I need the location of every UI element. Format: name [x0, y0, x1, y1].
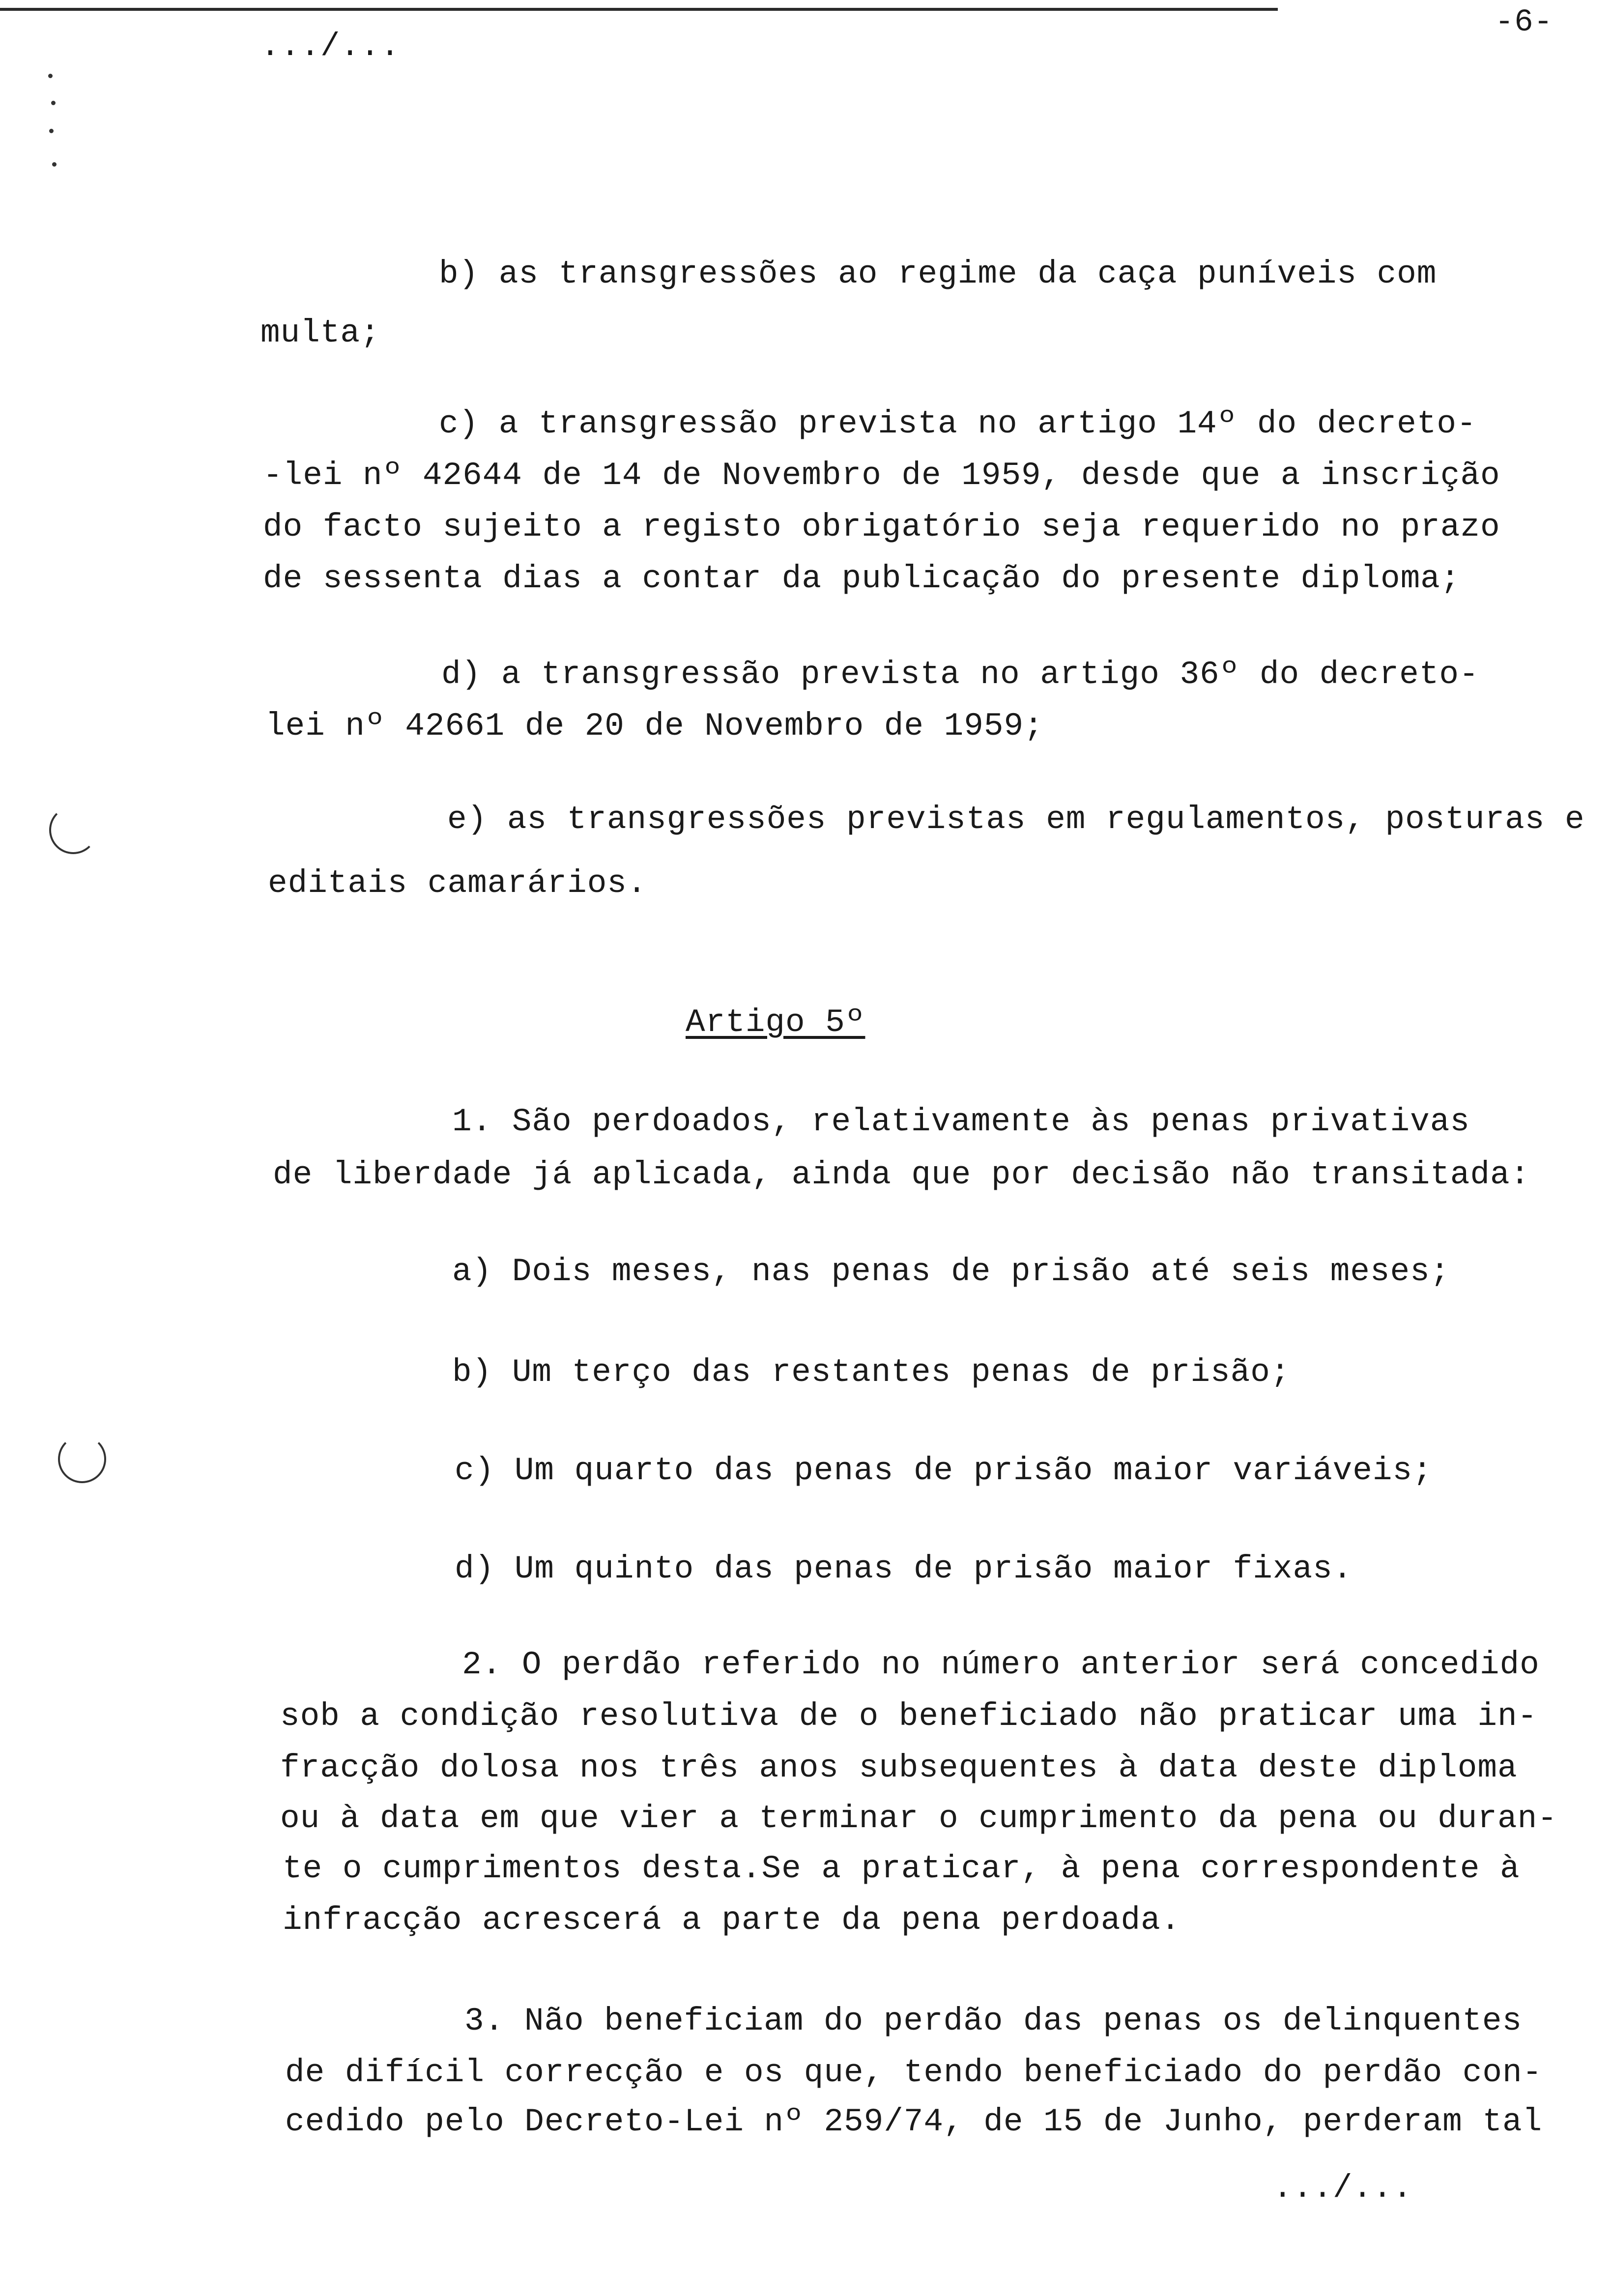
- item-d-cont: lei nº 42661 de 20 de Novembro de 1959;: [265, 708, 1044, 745]
- item-c-cont: do facto sujeito a registo obrigatório seja requerido no prazo: [263, 509, 1500, 545]
- article-paragraph-3: 3. Não beneficiam do perdão das penas os delinquentes: [464, 2003, 1523, 2039]
- article-paragraph-2-cont: te o cumprimentos desta.Se a praticar, à pena correspondente à: [283, 1850, 1520, 1887]
- article-heading: Artigo 5º: [686, 1004, 865, 1041]
- list-item-d: d) Um quinto das penas de prisão maior fixas.: [455, 1550, 1353, 1587]
- article-paragraph-2-cont: sob a condição resolutiva de o beneficiado não praticar uma in-: [280, 1698, 1538, 1735]
- item-d: d) a transgressão prevista no artigo 36º do decreto-: [441, 656, 1479, 693]
- continuation-top: .../...: [260, 28, 401, 65]
- article-paragraph-3-cont: cedido pelo Decreto-Lei nº 259/74, de 15 de Junho, perderam tal: [285, 2103, 1543, 2140]
- article-paragraph-3-cont: de difícil correcção e os que, tendo beneficiado do perdão con-: [285, 2054, 1543, 2091]
- page-number: -6-: [1495, 5, 1553, 40]
- article-paragraph-2-cont: fracção dolosa nos três anos subsequentes à data deste diploma: [280, 1750, 1518, 1786]
- item-c: c) a transgressão prevista no artigo 14º do decreto-: [439, 405, 1477, 442]
- hole-punch-mark: [58, 1435, 106, 1483]
- top-rule: [0, 8, 1278, 11]
- item-c-cont: de sessenta dias a contar da publicação do presente diploma;: [263, 560, 1461, 597]
- margin-speck: [51, 101, 56, 105]
- list-item-c: c) Um quarto das penas de prisão maior variáveis;: [455, 1452, 1433, 1489]
- margin-speck: [49, 129, 54, 133]
- margin-speck: [48, 74, 53, 78]
- item-b: b) as transgressões ao regime da caça puníveis com: [439, 256, 1437, 292]
- article-paragraph-2-cont: ou à data em que vier a terminar o cumprimento da pena ou duran-: [280, 1800, 1557, 1837]
- list-item-b: b) Um terço das restantes penas de prisão;: [452, 1354, 1291, 1391]
- article-paragraph-1: 1. São perdoados, relativamente às penas privativas: [452, 1103, 1470, 1140]
- item-c-cont: -lei nº 42644 de 14 de Novembro de 1959, desde que a inscrição: [263, 457, 1500, 494]
- article-paragraph-1-cont: de liberdade já aplicada, ainda que por decisão não transitada:: [273, 1156, 1530, 1193]
- article-paragraph-2-cont: infracção acrescerá a parte da pena perdoada.: [283, 1902, 1181, 1939]
- continuation-bottom: .../...: [1273, 2170, 1413, 2207]
- margin-speck: [52, 162, 57, 167]
- hole-punch-mark: [49, 806, 97, 854]
- article-paragraph-2: 2. O perdão referido no número anterior será concedido: [462, 1646, 1540, 1683]
- item-e-cont: editais camarários.: [268, 865, 647, 902]
- item-e: e) as transgressões previstas em regulamentos, posturas e: [447, 801, 1585, 838]
- list-item-a: a) Dois meses, nas penas de prisão até seis meses;: [452, 1253, 1450, 1290]
- item-b-cont: multa;: [260, 315, 380, 351]
